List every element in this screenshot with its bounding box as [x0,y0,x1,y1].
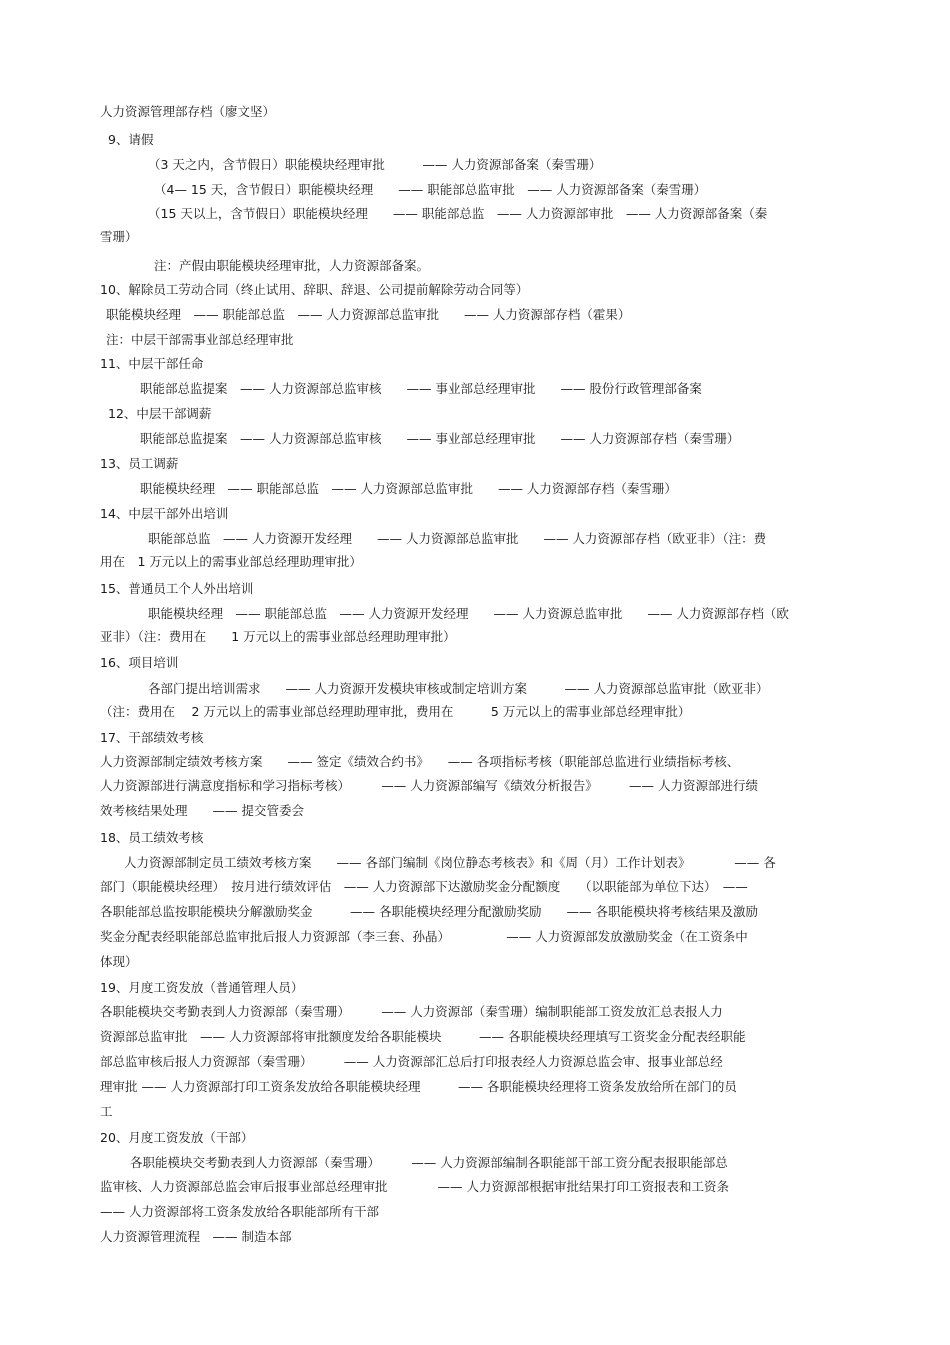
text-line: 人力资源部制定员工绩效考核方案 —— 各部门编制《岗位静态考核表》和《周（月）工作计划表》 —— 各 [124,855,776,870]
text-line: 亚非）（注：费用在 1 万元以上的需事业部总经理助理审批） [100,629,456,644]
text-line: 职能模块经理 —— 职能部总监 —— 人力资源部总监审批 —— 人力资源部存档（秦雪珊） [140,481,677,496]
section-heading-16: 16、项目培训 [100,655,179,670]
text-line: 人力资源部制定绩效考核方案 —— 签定《绩效合约书》 —— 各项指标考核（职能部总监进行业绩指标考核、 [100,754,740,769]
section-heading-20: 20、月度工资发放（干部） [100,1130,254,1145]
text-line: 各职能部总监按职能模块分解激励奖金 —— 各职能模块经理分配激励奖励 —— 各职能模块将考核结果及激励 [100,904,758,919]
section-heading-13: 13、员工调薪 [100,456,179,471]
text-line: （注：费用在 2 万元以上的需事业部总经理助理审批，费用在 5 万元以上的需事业部总经理审批） [100,704,691,719]
text-line: 职能部总监提案 —— 人力资源部总监审核 —— 事业部总经理审批 —— 人力资源部存档（秦雪珊） [140,431,740,446]
text-line: 奖金分配表经职能部总监审批后报人力资源部（李三套、孙晶） —— 人力资源部发放激励奖金（在工资条中 [100,929,748,944]
text-line: 职能模块经理 —— 职能部总监 —— 人力资源部总监审批 —— 人力资源部存档（霍果） [106,307,631,322]
note-line: 注：中层干部需事业部总经理审批 [106,332,294,347]
text-line: 体现） [100,954,138,969]
text-line: 职能部总监提案 —— 人力资源部总监审核 —— 事业部总经理审批 —— 股份行政管理部备案 [140,381,702,396]
section-heading-18: 18、员工绩效考核 [100,830,204,845]
text-line: 各部门提出培训需求 —— 人力资源开发模块审核或制定培训方案 —— 人力资源部总监审批（欧亚非） [148,681,769,696]
text-line: （4— 15 天，含节假日）职能模块经理 —— 职能部总监审批 —— 人力资源部备案（秦雪珊） [154,182,707,197]
text-line: 人力资源管理流程 —— 制造本部 [100,1229,292,1244]
text-line: 监审核、人力资源部总监会审后报事业部总经理审批 —— 人力资源部根据审批结果打印工资报表和工资条 [100,1179,729,1194]
text-line: 人力资源管理部存档（廖文坚） [100,104,276,119]
text-line: 部门（职能模块经理） 按月进行绩效评估 —— 人力资源部下达激励奖金分配额度 （以职能部为单位下达） —— [100,879,748,894]
text-line: 职能模块经理 —— 职能部总监 —— 人力资源开发经理 —— 人力资源总监审批 —— 人力资源部存档（欧 [148,606,789,621]
text-line: （3 天之内，含节假日）职能模块经理审批 —— 人力资源部备案（秦雪珊） [148,157,602,172]
text-line: 职能部总监 —— 人力资源开发经理 —— 人力资源部总监审批 —— 人力资源部存档（欧亚非）（注：费 [148,531,767,546]
text-line: 各职能模块交考勤表到人力资源部（秦雪珊） —— 人力资源部编制各职能部干部工资分配表报职能部总 [130,1155,728,1170]
section-heading-17: 17、干部绩效考核 [100,730,204,745]
section-heading-14: 14、中层干部外出培训 [100,506,229,521]
text-line: 理审批 —— 人力资源部打印工资条发放给各职能模块经理 —— 各职能模块经理将工资条发放给所在部门的员 [100,1079,737,1094]
text-line: 工 [100,1104,113,1119]
note-line: 注：产假由职能模块经理审批，人力资源部备案。 [154,258,430,273]
text-line: —— 人力资源部将工资条发放给各职能部所有干部 [100,1204,379,1219]
text-line: 资源部总监审批 —— 人力资源部将审批额度发给各职能模块 —— 各职能模块经理填写工资奖金分配表经职能 [100,1029,746,1044]
text-line: 效考核结果处理 —— 提交管委会 [100,803,304,818]
section-heading-19: 19、月度工资发放（普通管理人员） [100,980,304,995]
text-line: 用在 1 万元以上的需事业部总经理助理审批） [100,554,362,569]
section-heading-10: 10、解除员工劳动合同（终止试用、辞职、辞退、公司提前解除劳动合同等） [100,282,529,297]
text-line: 各职能模块交考勤表到人力资源部（秦雪珊） —— 人力资源部（秦雪珊）编制职能部工资发放汇总表报人力 [100,1004,723,1019]
section-heading-15: 15、普通员工个人外出培训 [100,581,254,596]
text-line: 雪珊） [100,229,138,244]
section-heading-9: 9、请假 [108,132,154,147]
text-line: 人力资源部进行满意度指标和学习指标考核） —— 人力资源部编写《绩效分析报告》 —— 人力资源部进行绩 [100,778,758,793]
section-heading-12: 12、中层干部调薪 [108,406,212,421]
section-heading-11: 11、中层干部任命 [100,356,204,371]
text-line: 部总监审核后报人力资源部（秦雪珊） —— 人力资源部汇总后打印报表经人力资源总监会审、报事业部总经 [100,1054,723,1069]
text-line: （15 天以上，含节假日）职能模块经理 —— 职能部总监 —— 人力资源部审批 —— 人力资源部备案（秦 [148,206,768,221]
